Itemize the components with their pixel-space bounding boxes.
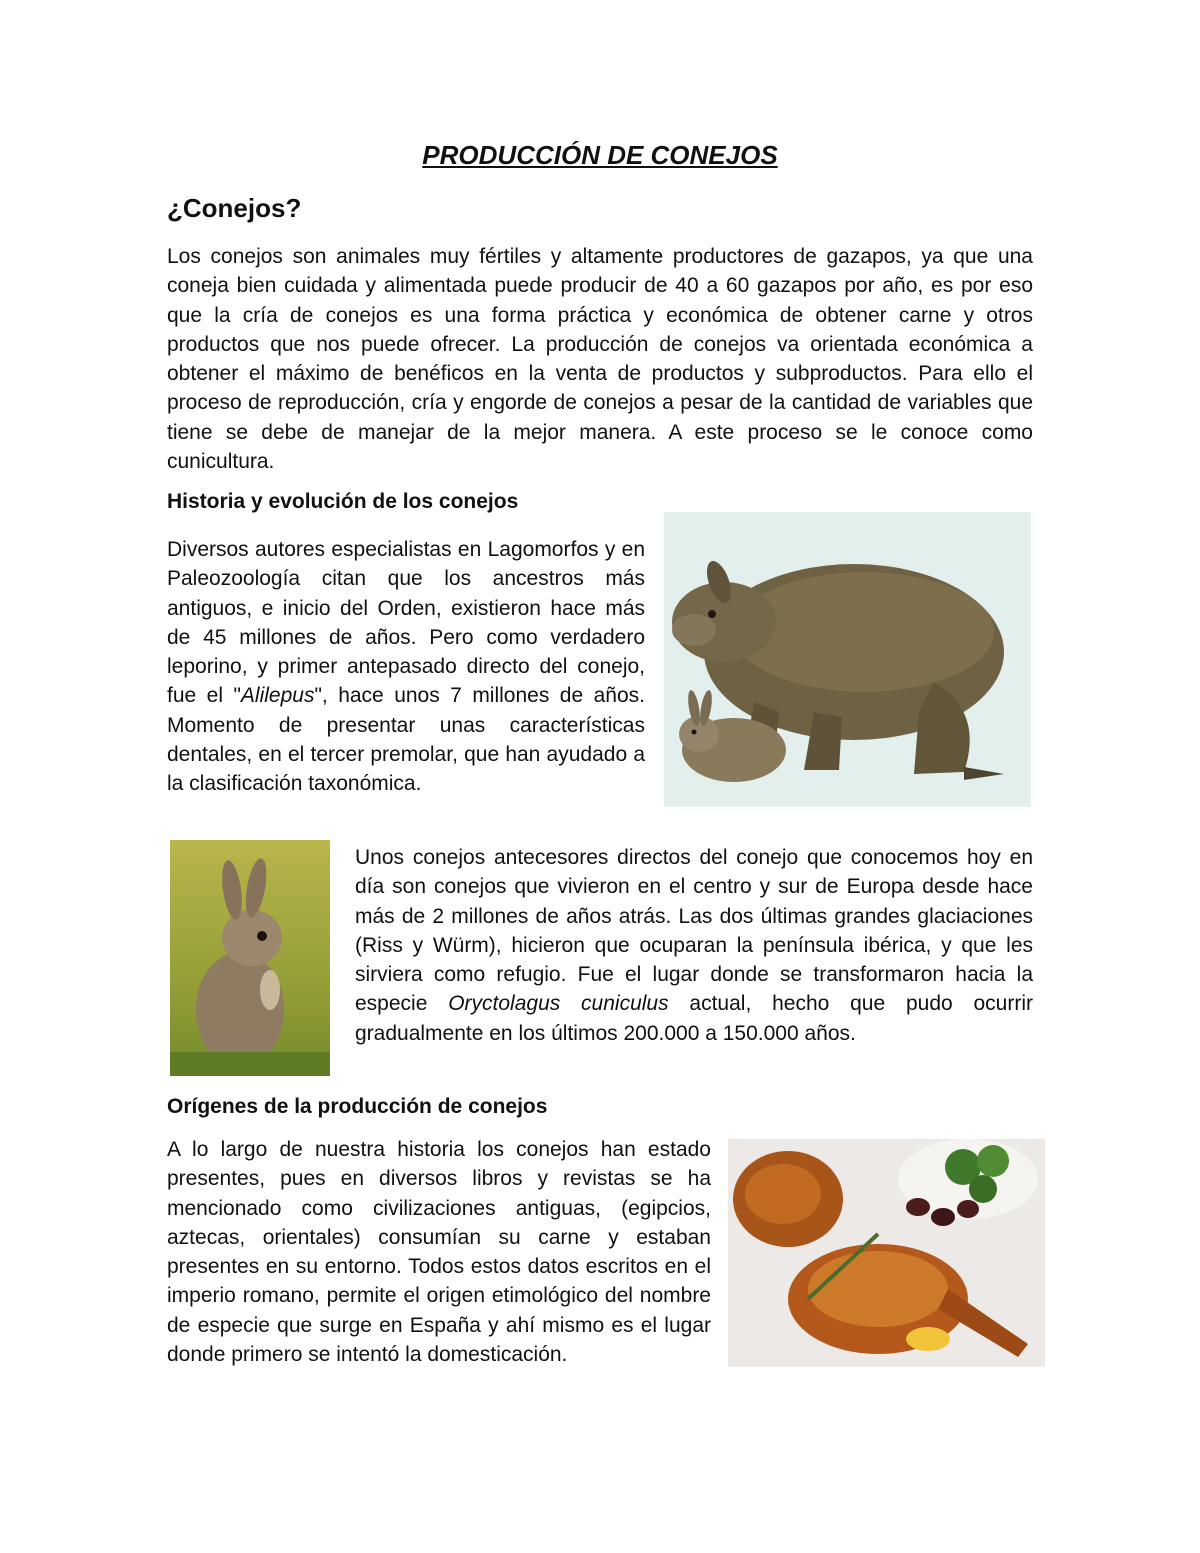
species-term: Oryctolagus cuniculus [448, 992, 669, 1016]
ancestor-rabbit-image [664, 512, 1031, 807]
antecesores-paragraph [355, 843, 1033, 1048]
origenes-paragraph: A lo largo de nuestra historia los conejos han estado presentes, pues en diversos libros y revistas se ha mencionado como civilizaciones antiguas, (egipcios, aztecas, orientales) consumían su carne y estaban presentes en su entorno. Todos estos datos escritos en el imperio romano, permite el origen etimológico del nombre de especie que surge en España y ahí mismo es el lugar donde primero se intentó la domesticación. [167, 1138, 711, 1367]
section-heading-historia: Historia y evolución de los conejos [167, 490, 519, 513]
alilepus-term: Alilepus [240, 684, 315, 708]
page-title: PRODUCCIÓN DE CONEJOS [422, 140, 778, 170]
antecesores-text-2: actual, hecho que pudo ocurrir gradualmente en los últimos 200.000 a 150.000 años. [355, 992, 1033, 1045]
standing-rabbit-illustration [170, 840, 330, 1076]
intro-paragraph: Los conejos son animales muy fértiles y altamente productores de gazapos, ya que una coneja bien cuidada y alimentada puede producir de 40 a 60 gazapos por año, es por eso que la cría de conejos es una forma práctica y económica de obtener carne y otros productos que nos puede ofrecer. La producción de conejos va orientada económica a obtener el máximo de benéficos en la venta de productos y subproductos. Para ello el proceso de reproducción, cría y engorde de conejos a pesar de la cantidad de variables que tiene se debe de manejar de la mejor manera. A este proceso se le conoce como cunicultura. [167, 245, 1033, 474]
standing-rabbit-image [170, 840, 330, 1076]
ancestor-rabbit-illustration [664, 512, 1031, 807]
historia-text-2: ", hace unos 7 millones de años. Momento de presentar unas características dentales, en el tercer premolar, que han ayudado a la clasificación taxonómica. [167, 684, 645, 796]
cooked-rabbit-image [728, 1139, 1045, 1367]
antecesores-text-1: Unos conejos antecesores directos del conejo que conocemos hoy en día son conejos que vivieron en el centro y sur de Europa desde hace más de 2 millones de años atrás. Las dos últimas grandes glaciaciones (Riss y Würm), hicieron que ocuparan la península ibérica, y que les sirviera como refugio. Fue el lugar donde se transformaron hacia la especie [355, 846, 1033, 1016]
cooked-rabbit-illustration [728, 1139, 1045, 1367]
section-heading-origenes: Orígenes de la producción de conejos [167, 1095, 548, 1118]
section-heading-conejos: ¿Conejos? [167, 193, 302, 223]
historia-paragraph [167, 535, 645, 799]
historia-text-1: Diversos autores especialistas en Lagomorfos y en Paleozoología citan que los ancestros más antiguos, e inicio del Orden, existieron hace más de 45 millones de años. Pero como verdadero leporino, y primer antepasado directo del conejo, fue el " [167, 538, 645, 708]
